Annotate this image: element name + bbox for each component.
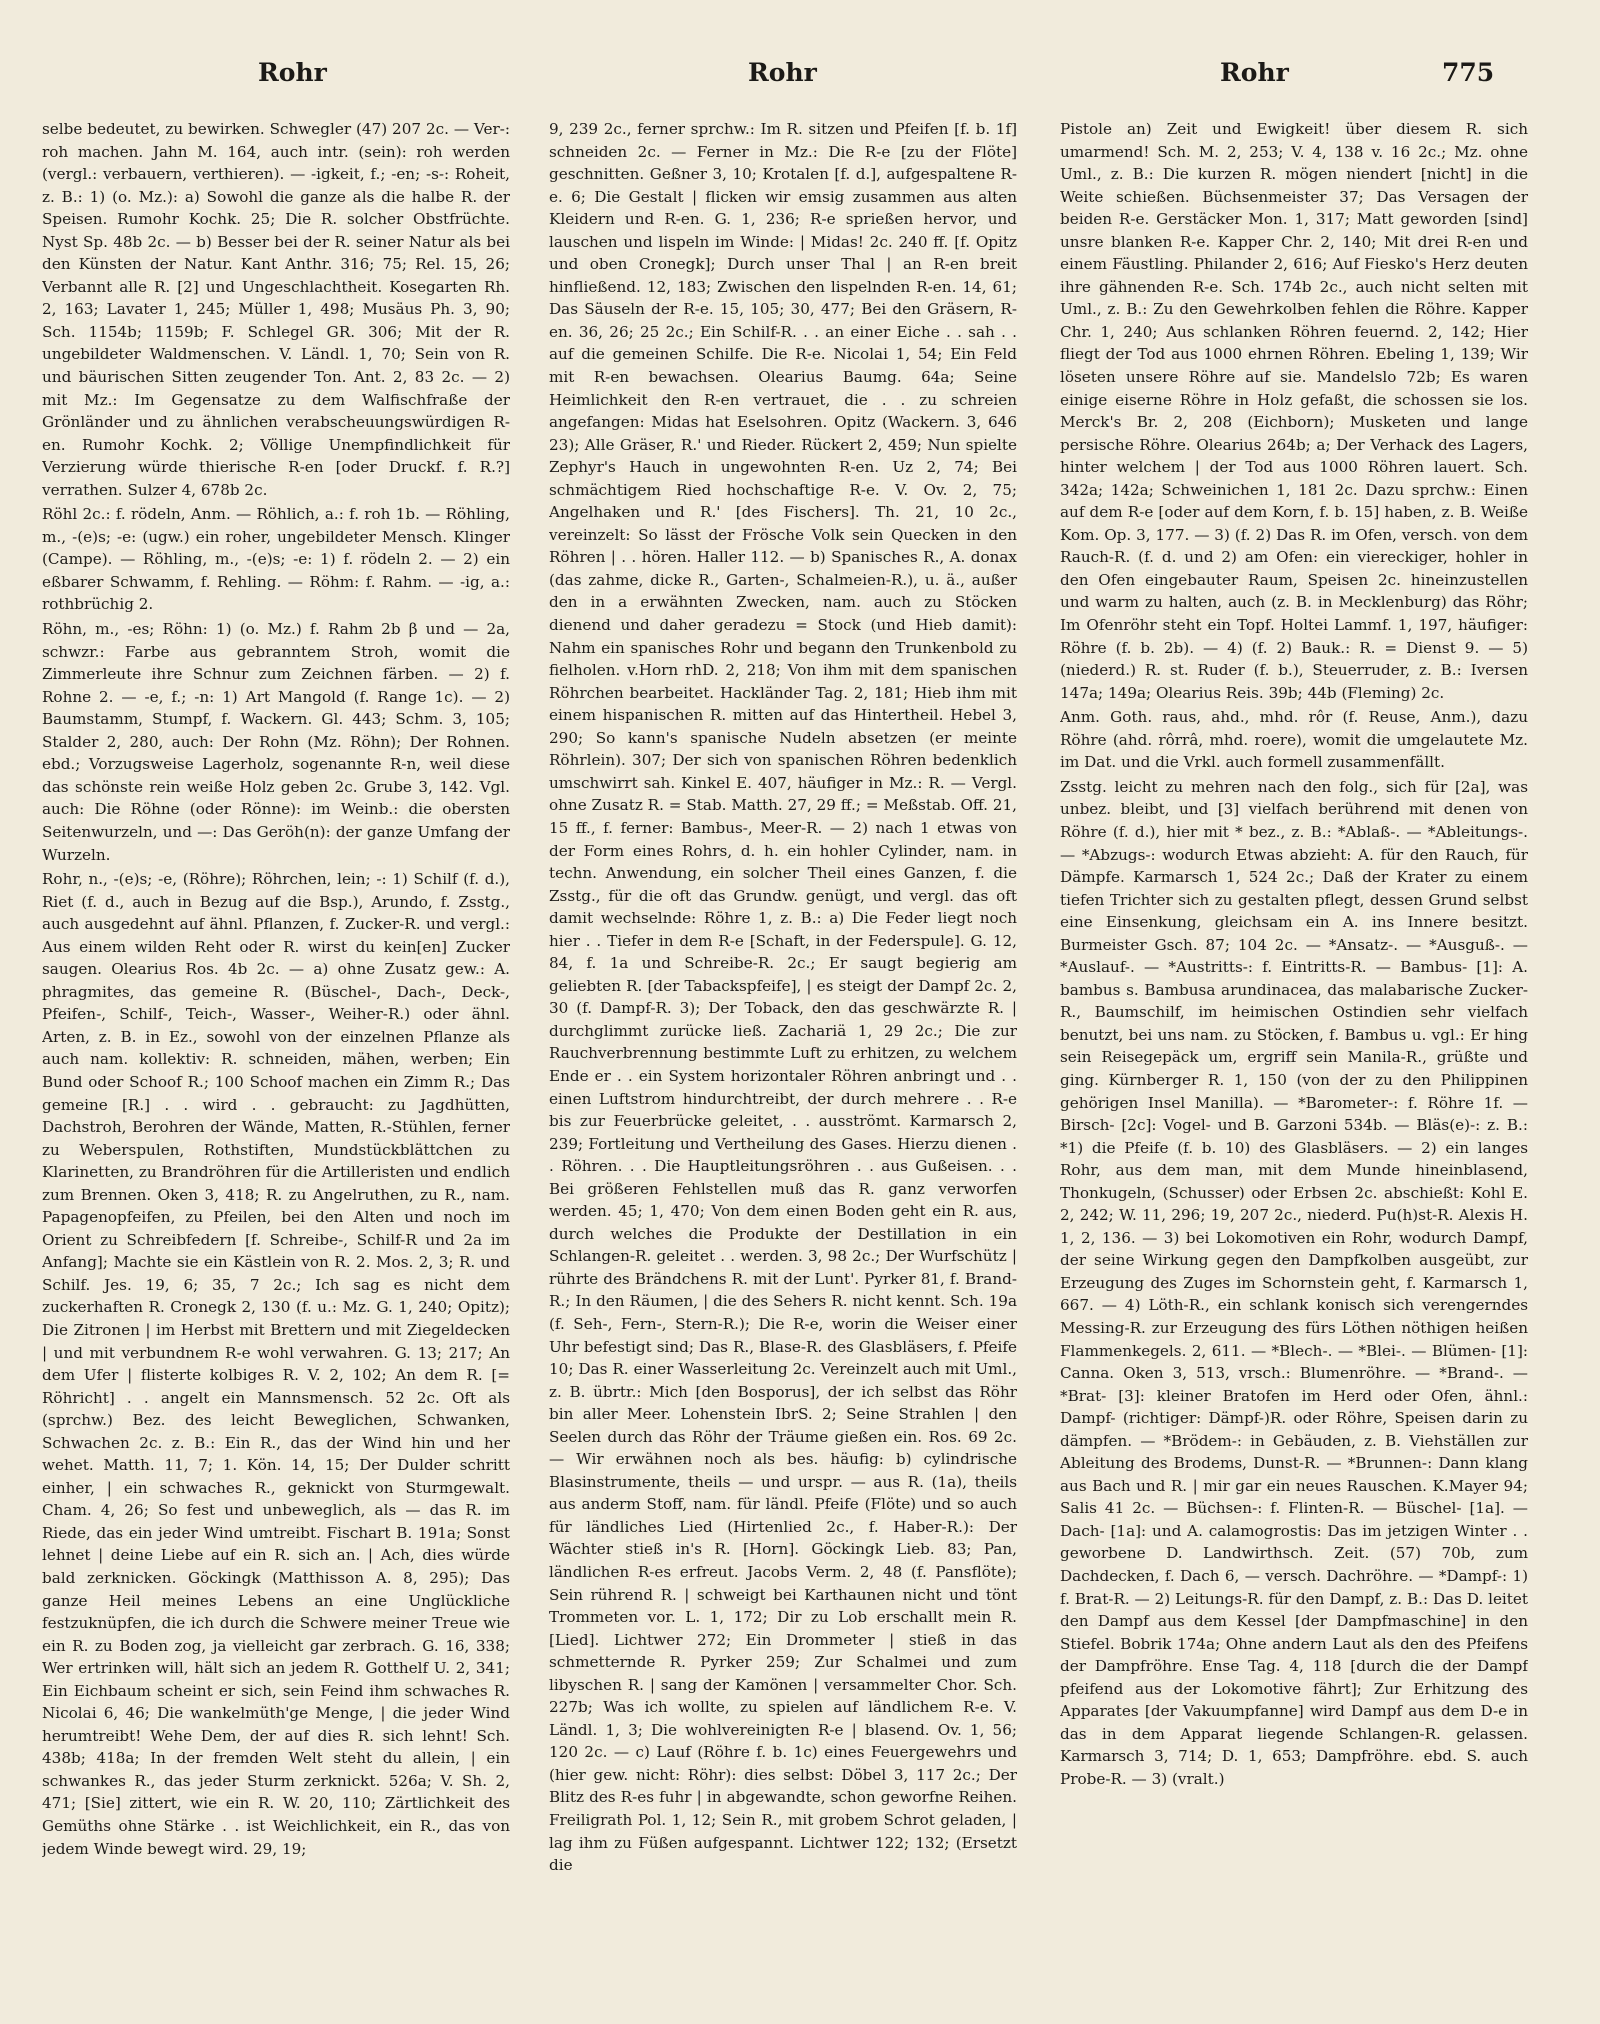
column-1-paragraph: selbe bedeutet, zu bewirken. Schwegler (47) 207 2c. — Ver-: roh machen. Jahn M. 164, auch intr. (sein): roh werden (vergl.: verbauern, verthieren). — -igkeit, f.; -en; -s-: Roheit, z. B.: 1) (o. Mz.): a) Sowohl die ganze als die halbe R. der Speisen. Rumohr Kochk. 25; Die R. solcher Obstfrüchte. Nyst Sp. 48b 2c. — b) Besser bei der R. seiner Natur als bei den Künsten der Natur. Kant Anthr. 316; 75; Rel. 15, 26; Verbannt alle R. [2] und Ungeschlachtheit. Kosegarten Rh. 2, 163; Lavater 1, 245; Müller 1, 498; Musäus Ph. 3, 90; Sch. 1154b; 1159b; F. Schlegel GR. 306; Mit der R. ungebildeter Waldmenschen. V. Ländl. 1, 70; Sein von R. und bäurischen Sitten zeugender Ton. Ant. 2, 83 2c. — 2) mit Mz.: Im Gegensatze zu dem Walfischfraße der Grönländer und zu ähnlichen verabscheuungswürdigen R-en. Rumohr Kochk. 2; Völlige Unempfindlichkeit für Verzierung würde thierische R-en [oder Druckf. f. R.?] verrathen. Sulzer 4, 678b 2c. <box>42 120 510 499</box>
column-2-paragraph: 9, 239 2c., ferner sprchw.: Im R. sitzen und Pfeifen [f. b. 1f] schneiden 2c. — Ferner in Mz.: Die R-e [zu der Flöte] geschnitten. Geßner 3, 10; Krotalen [f. d.], aufgespaltene R-e. 6; Die Gestalt | flicken wir emsig zusammen aus alten Kleidern und R-en. G. 1, 236; R-e sprießen hervor, und lauschen und lispeln im Winde: | Midas! 2c. 240 ff. [f. Opitz und oben Cronegk]; Durch unser Thal | an R-en breit hinfließend. 12, 183; Zwischen den lispelnden R-en. 14, 61; Das Säuseln der R-e. 15, 105; 30, 477; Bei den Gräsern, R-en. 36, 26; 25 2c.; Ein Schilf-R. . . an einer Eiche . . sah . . auf die gemeinen Schilfe. Die R-e. Nicolai 1, 54; Ein Feld mit R-en bewachsen. Olearius Baumg. 64a; Seine Heimlichkeit den R-en vertrauet, die . . zu schreien angefangen: Midas hat Eselsohren. Opitz (Wackern. 3, 646 23); Alle Gräser, R.' und Rieder. Rückert 2, 459; Nun spielte Zephyr's Hauch in ungewohnten R-en. Uz 2, 74; Bei schmächtigem Ried hochschaftige R-e. V. Ov. 2, 75; Angelhaken und R.' [des Fischers]. Th. 21, 10 2c., vereinzelt: So lässt der Frösche Volk sein Quecken in den Röhren | . . hören. Haller 112. — b) Spanisches R., A. donax (das zahme, dicke R., Garten-, Schalmeien-R.), u. ä., außer den in a erwähnten Zwecken, nam. auch zu Stöcken dienend und daher geradezu = Stock (und Hieb damit): Nahm ein spanisches Rohr und begann den Trunkenbold zu fielholen. v.Horn rhD. 2, 218; Von ihm mit dem spanischen Röhrchen bearbeitet. Hackländer Tag. 2, 181; Hieb ihm mit einem hispanischen R. mitten auf das Hintertheil. Hebel 3, 290; So kann's spanische Nudeln absetzen (er meinte Röhrlein). 307; Der sich von spanischen Röhren bedenklich umschwirrt sah. Kinkel E. 407, häufiger in Mz.: R. — Vergl. ohne Zusatz R. = Stab. Matth. 27, 29 ff.; = Meßstab. Off. 21, 15 ff., f. ferner: Bambus-, Meer-R. — 2) nach 1 etwas von der Form eines Rohrs, d. h. ein hohler Cylinder, nam. in techn. Anwendung, ein solcher Theil eines Ganzen, f. die Zsstg., für die oft das Grundw. genügt, und vergl. das oft damit wechselnde: Röhre 1, z. B.: a) Die Feder liegt noch hier . . Tiefer in dem R-e [Schaft, in der Federspule]. G. 12, 84, f. 1a und Schreibe-R. 2c.; Er saugt begierig am geliebten R. [der Tabackspfeife], | es steigt der Dampf 2c. 2, 30 (f. Dampf-R. 3); Der Toback, den das geschwärzte R. | durchglimmt zurücke ließ. Zachariä 1, 29 2c.; Die zur Rauchverbrennung bestimmte Luft zu erhitzen, zu welchem Ende er . . ein System horizontaler Röhren anbringt und . . einen Luftstrom hindurchtreibt, der durch mehrere . . R-e bis zur Feuerbrücke geleitet, . . ausströmt. Karmarsch 2, 239; Fortleitung und Vertheilung des Gases. Hierzu dienen . . Röhren. . . Die Hauptleitungsröhren . . aus Gußeisen. . . Bei größeren Fehlstellen muß das R. ganz verworfen werden. 45; 1, 470; Von dem einen Boden geht ein R. aus, durch welches die Produkte der Destillation in ein Schlangen-R. geleitet . . werden. 3, 98 2c.; Der Wurfschütz | rührte des Brändchens R. mit der Lunt'. Pyrker 81, f. Brand-R.; In den Räumen, | die des Sehers R. nicht kennt. Sch. 19a (f. Seh-, Fern-, Stern-R.); Die R-e, worin die Weiser einer Uhr befestigt sind; Das R., Blase-R. des Glasbläsers, f. Pfeife 10; Das R. einer Wasserleitung 2c. Vereinzelt auch mit Uml., z. B. übrtr.: Mich [den Bosporus], der ich selbst das Röhr bin aller Meer. Lohenstein IbrS. 2; Seine Strahlen | den Seelen durch das Röhr der Träume gießen ein. Ros. 69 2c. — Wir erwähnen noch als bes. häufig: b) cylindrische Blasinstrumente, theils — und urspr. — aus R. (1a), theils aus anderm Stoff, nam. für ländl. Pfeife (Flöte) und so auch für ländliches Lied (Hirtenlied 2c., f. Haber-R.): Der Wächter stieß in's R. [Horn]. Göckingk Lieb. 83; Pan, ländlichen R-es erfreut. Jacobs Verm. 2, 48 (f. Pansflöte); Sein rührend R. | schweigt bei Karthaunen nicht und tönt Trommeten vor. L. 1, 172; Dir zu Lob erschallt mein R. [Lied]. Lichtwer 272; Ein Drommeter | stieß in das schmetternde R. Pyrker 259; Zur Schalmei und zum libyschen R. | sang der Kamönen | versammelter Chor. Sch. 227b; Was ich wollte, zu spielen auf ländlichem R-e. V. Ländl. 1, 3; Die wohlvereinigten R-e | blasend. Ov. 1, 56; 120 2c. — c) Lauf (Röhre f. b. 1c) eines Feuergewehrs und (hier gew. nicht: Röhr): dies selbst: Döbel 3, 117 2c.; Der Blitz des R-es fuhr | in abgewandte, schon geworfne Reihen. Freiligrath Pol. 1, 12; Sein R., mit grobem Schrot geladen, | lag ihm zu Füßen aufgespannt. Lichtwer 122; 132; (Ersetzt die <box>549 120 1017 1875</box>
column-1-paragraph: Röhn, m., -es; Röhn: 1) (o. Mz.) f. Rahm 2b β und — 2a, schwzr.: Farbe aus gebranntem Stroh, womit die Zimmerleute ihre Schnur zum Zeichnen färben. — 2) f. Rohne 2. — -e, f.; -n: 1) Art Mangold (f. Range 1c). — 2) Baumstamm, Stumpf, f. Wackern. Gl. 443; Schm. 3, 105; Stalder 2, 280, auch: Der Rohn (Mz. Röhn); Der Rohnen. ebd.; Vorzugsweise Lagerholz, sogenannte R-n, weil diese das schönste rein weiße Holz geben 2c. Grube 3, 142. Vgl. auch: Die Röhne (oder Rönne): im Weinb.: die obersten Seitenwurzeln, und —: Das Geröh(n): der ganze Umfang der Wurzeln. <box>42 620 510 864</box>
header-headword-right: Rohr <box>1220 58 1289 87</box>
column-1-paragraph: Röhl 2c.: f. rödeln, Anm. — Röhlich, a.: f. roh 1b. — Röhling, m., -(e)s; -e: (ugw.) ein roher, ungebildeter Mensch. Klinger (Campe). — Röhling, m., -(e)s; -e: 1) f. rödeln 2. — 2) ein eßbarer Schwamm, f. Rehling. — Röhm: f. Rahm. — -ig, a.: rothbrüchig 2. <box>42 505 510 614</box>
column-1-paragraph: Rohr, n., -(e)s; -e, (Röhre); Röhrchen, lein; -: 1) Schilf (f. d.), Riet (f. d., auch in Bezug auf die Bsp.), Arundo, f. Zsstg., auch ausgedehnt auf ähnl. Pflanzen, f. Zucker-R. und vergl.: Aus einem wilden Reht oder R. wirst du kein[en] Zucker saugen. Olearius Ros. 4b 2c. — a) ohne Zusatz gew.: A. phragmites, das gemeine R. (Büschel-, Dach-, Deck-, Pfeifen-, Schilf-, Teich-, Wasser-, Weiher-R.) oder ähnl. Arten, z. B. in Ez., sowohl von der einzelnen Pflanze als auch nam. kollektiv: R. schneiden, mähen, werben; Ein Bund oder Schoof R.; 100 Schoof machen ein Zimm R.; Das gemeine [R.] . . wird . . gebraucht: zu Jagdhütten, Dachstroh, Berohren der Wände, Matten, R.-Stühlen, ferner zu Weberspulen, Rothstiften, Mundstückblättchen zu Klarinetten, zu Brandröhren für die Artilleristen und endlich zum Brennen. Oken 3, 418; R. zu Angelruthen, zu R., nam. Papagenopfeifen, zu Pfeilen, bei den Alten und noch im Orient zu Schreibfedern [f. Schreibe-, Schilf-R und 2a im Anfang]; Machte sie ein Kästlein von R. 2. Mos. 2, 3; R. und Schilf. Jes. 19, 6; 35, 7 2c.; Ich sag es nicht dem zuckerhaften R. Cronegk 2, 130 (f. u.: Mz. G. 1, 240; Opitz); Die Zitronen | im Herbst mit Brettern und mit Ziegeldecken | und mit verbundnem R-e wohl verwahren. G. 13; 217; An dem Ufer | flisterte kolbiges R. V. 2, 102; An dem R. [= Röhricht] . . angelt ein Mannsmensch. 52 2c. Oft als (sprchw.) Bez. des leicht Beweglichen, Schwanken, Schwachen 2c. z. B.: Ein R., das der Wind hin und her wehet. Matth. 11, 7; 1. Kön. 14, 15; Der Dulder schritt einher, | ein schwaches R., geknickt von Sturmgewalt. Cham. 4, 26; So fest und unbeweglich, als — das R. im Riede, das ein jeder Wind umtreibt. Fischart B. 191a; Sonst lehnet | deine Liebe auf ein R. sich an. | Ach, dies würde bald zerknicken. Göckingk (Matthisson A. 8, 295); Das ganze Heil meines Lebens an eine Unglückliche festzuknüpfen, die ich durch die Schwere meiner Treue wie ein R. zu Boden zog, ja vielleicht gar zerbrach. G. 16, 338; Wer ertrinken will, hält sich an jedem R. Gotthelf U. 2, 341; Ein Eichbaum scheint er sich, sein Feind ihm schwaches R. Nicolai 6, 46; Die wankelmüth'ge Menge, | die jeder Wind herumtreibt! Wehe Dem, der auf dies R. sich lehnt! Sch. 438b; 418a; In der fremden Welt steht du allein, | ein schwankes R., das jeder Sturm zerknickt. 526a; V. Sh. 2, 471; [Sie] zittert, wie ein R. W. 20, 110; Zärtlichkeit des Gemüths ohne Stärke . . ist Weichlichkeit, ein R., das von jedem Winde bewegt wird. 29, 19; <box>42 870 510 1858</box>
text-column-3 <box>1060 118 1528 1998</box>
column-3-paragraph: Pistole an) Zeit und Ewigkeit! über diesem R. sich umarmend! Sch. M. 2, 253; V. 4, 138 v. 16 2c.; Mz. ohne Uml., z. B.: Die kurzen R. mögen niendert [nicht] in die Weite schießen. Büchsenmeister 37; Das Versagen der beiden R-e. Gerstäcker Mon. 1, 317; Matt geworden [sind] unsre blanken R-e. Kapper Chr. 2, 140; Mit drei R-en und einem Fäustling. Philander 2, 616; Auf Fiesko's Herz deuten ihre gähnenden R-e. Sch. 174b 2c., auch nicht selten mit Uml., z. B.: Zu den Gewehrkolben fehlen die Röhre. Kapper Chr. 1, 240; Aus schlanken Röhren feuernd. 2, 142; Hier fliegt der Tod aus 1000 ehrnen Röhren. Ebeling 1, 139; Wir löseten unsere Röhre auf sie. Mandelslo 72b; Es waren einige eiserne Röhre in Holz gefaßt, die schossen sie los. Merck's Br. 2, 208 (Eichborn); Musketen und lange persische Röhre. Olearius 264b; a; Der Verhack des Lagers, hinter welchem | der Tod aus 1000 Röhren lauert. Sch. 342a; 142a; Schweinichen 1, 181 2c. Dazu sprchw.: Einen auf dem R-e [oder auf dem Korn, f. b. 15] haben, z. B. Weiße Kom. Op. 3, 177. — 3) (f. 2) Das R. im Ofen, versch. von dem Rauch-R. (f. d. und 2) am Ofen: ein viereckiger, hohler in den Ofen eingebauter Raum, Speisen 2c. hineinzustellen und warm zu halten, auch (z. B. in Mecklenburg) das Röhr; Im Ofenröhr steht ein Topf. Holtei Lammf. 1, 197, häufiger: Röhre (f. b. 2b). — 4) (f. 2) Bauk.: R. = Dienst 9. — 5) (niederd.) R. st. Ruder (f. b.), Steuerruder, z. B.: Iversen 147a; 149a; Olearius Reis. 39b; 44b (Fleming) 2c. <box>1060 120 1528 702</box>
page-number: 775 <box>1442 58 1495 87</box>
text-column-1 <box>42 118 510 1998</box>
header-headword-center: Rohr <box>748 58 817 87</box>
header-headword-left: Rohr <box>258 58 327 87</box>
column-3-paragraph: Anm. Goth. raus, ahd., mhd. rôr (f. Reuse, Anm.), dazu Röhre (ahd. rôrrâ, mhd. roere), womit die umgelautete Mz. im Dat. und die Vrkl. auch formell zusammenfällt. <box>1060 708 1528 772</box>
running-header <box>0 58 1600 98</box>
text-column-2 <box>549 118 1017 1998</box>
column-3-paragraph: Zsstg. leicht zu mehren nach den folg., sich für [2a], was unbez. bleibt, und [3] vielfach berührend mit denen von Röhre (f. d.), hier mit * bez., z. B.: *Ablaß-. — *Ableitungs-. — *Abzugs-: wodurch Etwas abzieht: A. für den Rauch, für Dämpfe. Karmarsch 1, 524 2c.; Daß der Krater zu einem tiefen Trichter sich zu gestalten pflegt, dessen Grund selbst eine Einsenkung, gleichsam ein A. ins Innere besitzt. Burmeister Gsch. 87; 104 2c. — *Ansatz-. — *Ausguß-. — *Auslauf-. — *Austritts-: f. Eintritts-R. — Bambus- [1]: A. bambus s. Bambusa arundinacea, das malabarische Zucker-R., Baumschilf, im heimischen Ostindien sehr vielfach benutzt, bei uns nam. zu Stöcken, f. Bambus u. vgl.: Er hing sein Reisegepäck um, ergriff sein Manila-R., grüßte und ging. Kürnberger R. 1, 150 (von der zu den Philippinen gehörigen Insel Manilla). — *Barometer-: f. Röhre 1f. — Birsch- [2c]: Vogel- und B. Garzoni 534b. — Bläs(e)-: z. B.: *1) die Pfeife (f. b. 10) des Glasbläsers. — 2) ein langes Rohr, aus dem man, mit dem Munde hineinblasend, Thonkugeln, (Schusser) oder Erbsen 2c. abschießt: Kohl E. 2, 242; W. 11, 296; 19, 207 2c., niederd. Pu(h)st-R. Alexis H. 1, 2, 136. — 3) bei Lokomotiven ein Rohr, wodurch Dampf, der seine Wirkung gegen den Dampfkolben ausgeübt, zur Erzeugung des Zuges im Schornstein geht, f. Karmarsch 1, 667. — 4) Löth-R., ein schlank konisch sich verengerndes Messing-R. zur Erzeugung des fürs Löthen nöthigen heißen Flammenkegels. 2, 611. — *Blech-. — *Blei-. — Blümen- [1]: Canna. Oken 3, 513, vrsch.: Blumenröhre. — *Brand-. — *Brat- [3]: kleiner Bratofen im Herd oder Ofen, ähnl.: Dampf- (richtiger: Dämpf-)R. oder Röhre, Speisen darin zu dämpfen. — *Brödem-: in Gebäuden, z. B. Viehställen zur Ableitung des Brodems, Dunst-R. — *Brunnen-: Dann klang aus Bach und R. | mir gar ein neues Rauschen. K.Mayer 94; Salis 41 2c. — Büchsen-: f. Flinten-R. — Büschel- [1a]. — Dach- [1a]: und A. calamogrostis: Das im jetzigen Winter . . geworbene D. Landwirthsch. Zeit. (57) 70b, zum Dachdecken, f. Dach 6, — versch. Dachröhre. — *Dampf-: 1) f. Brat-R. — 2) Leitungs-R. für den Dampf, z. B.: Das D. leitet den Dampf aus dem Kessel [der Dampfmaschine] in den Stiefel. Bobrik 174a; Ohne andern Laut als den des Pfeifens der Dampfröhre. Ense Tag. 4, 118 [durch die der Dampf pfeifend aus der Lokomotive fährt]; Zur Erhitzung des Apparates [der Vakuumpfanne] wird Dampf aus dem D-e in das in dem Apparat liegende Schlangen-R. gelassen. Karmarsch 3, 714; D. 1, 653; Dampfröhre. ebd. S. auch Probe-R. — 3) (vralt.) <box>1060 777 1528 1788</box>
